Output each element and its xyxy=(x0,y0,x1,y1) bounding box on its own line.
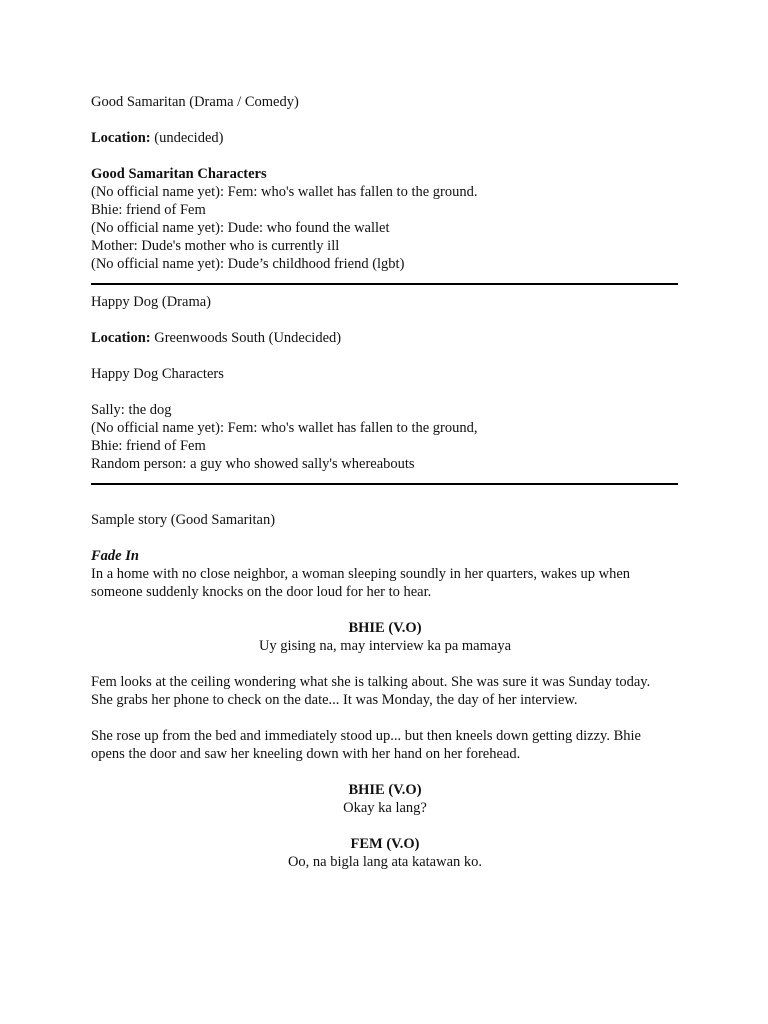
document-page xyxy=(91,93,679,871)
character-item: (No official name yet): Dude’s childhood friend (lgbt) xyxy=(91,256,405,272)
story-paragraph-line: In a home with no close neighbor, a woman sleeping soundly in her quarters, wakes up when xyxy=(91,566,631,582)
character-item: Sally: the dog xyxy=(91,402,172,418)
dialogue-speaker: BHIE (V.O) xyxy=(348,782,422,798)
dialogue-line: Oo, na bigla lang ata katawan ko. xyxy=(287,854,483,870)
section-title: Good Samaritan (Drama / Comedy) xyxy=(91,94,299,110)
location-value: (undecided) xyxy=(150,130,224,146)
location-line xyxy=(91,129,679,147)
location-line xyxy=(91,329,679,347)
character-item: (No official name yet): Fem: who's wallet has fallen to the ground, xyxy=(91,420,478,436)
character-item: Random person: a guy who showed sally's whereabouts xyxy=(91,456,415,472)
story-paragraph-line: She rose up from the bed and immediately stood up... but then kneels down getting dizzy. Bhie xyxy=(91,728,641,744)
characters-heading: Happy Dog Characters xyxy=(91,366,224,382)
dialogue-line: Uy gising na, may interview ka pa mamaya xyxy=(258,638,512,654)
section-divider xyxy=(91,283,678,285)
dialogue-speaker: BHIE (V.O) xyxy=(348,620,422,636)
dialogue-speaker: FEM (V.O) xyxy=(350,836,420,852)
character-item: Bhie: friend of Fem xyxy=(91,202,206,218)
dialogue-line: Okay ka lang? xyxy=(343,800,427,816)
story-paragraph-line: Fem looks at the ceiling wondering what she is talking about. She was sure it was Sunday today. xyxy=(91,674,651,690)
location-label: Location: xyxy=(91,330,151,346)
story-paragraph-line: She grabs her phone to check on the date... It was Monday, the day of her interview. xyxy=(91,692,578,708)
location-value: Greenwoods South (Undecided) xyxy=(150,330,342,346)
fade-in-heading: Fade In xyxy=(91,548,139,564)
section-divider xyxy=(91,483,678,485)
location-label: Location: xyxy=(91,130,151,146)
character-item: Bhie: friend of Fem xyxy=(91,438,206,454)
story-paragraph-line: someone suddenly knocks on the door loud for her to hear. xyxy=(91,584,432,600)
story-paragraph-line: opens the door and saw her kneeling down with her hand on her forehead. xyxy=(91,746,521,762)
character-item: (No official name yet): Fem: who's wallet has fallen to the ground. xyxy=(91,184,478,200)
characters-heading: Good Samaritan Characters xyxy=(91,166,267,182)
character-item: Mother: Dude's mother who is currently ill xyxy=(91,238,340,254)
character-item: (No official name yet): Dude: who found the wallet xyxy=(91,220,390,236)
section-title: Happy Dog (Drama) xyxy=(91,294,211,310)
story-title: Sample story (Good Samaritan) xyxy=(91,512,276,528)
